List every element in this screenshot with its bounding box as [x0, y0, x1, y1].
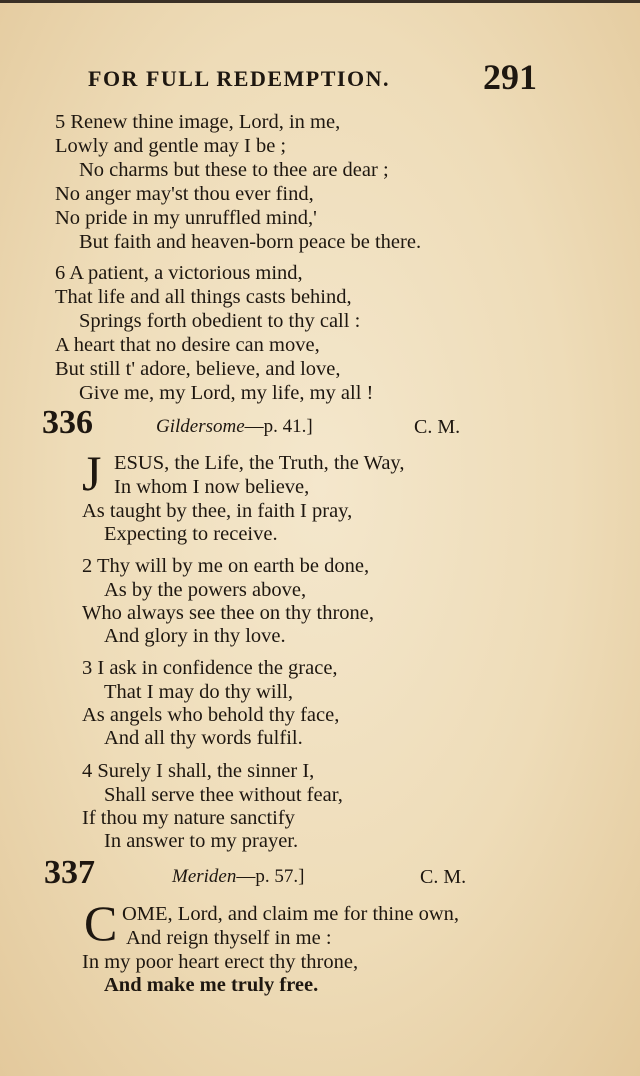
meter: C. M.: [420, 866, 467, 888]
verse-line: 6 A patient, a victorious mind,: [55, 262, 303, 284]
hymn-number: 336: [42, 404, 93, 441]
verse-line: Springs forth obedient to thy call :: [79, 310, 361, 332]
verse-line: In answer to my prayer.: [104, 830, 299, 852]
verse-line: Lowly and gentle may I be ;: [55, 135, 287, 157]
drop-cap: J: [82, 445, 102, 501]
tune-name: Meriden: [172, 866, 237, 887]
verse-line: 3 I ask in confidence the grace,: [82, 657, 338, 679]
verse-line: But still t' adore, believe, and love,: [55, 358, 341, 380]
verse-line: In whom I now believe,: [114, 476, 310, 498]
verse-line: 4 Surely I shall, the sinner I,: [82, 760, 315, 782]
verse-line: 5 Renew thine image, Lord, in me,: [55, 111, 341, 133]
tune-reference: [156, 416, 313, 438]
drop-cap: C: [84, 895, 118, 951]
verse-line: No pride in my unruffled mind,': [55, 207, 317, 229]
verse-line: That I may do thy will,: [104, 681, 294, 703]
verse-line: And reign thyself in me :: [126, 927, 332, 949]
tune-reference: [172, 866, 304, 888]
tune-name: Gildersome: [156, 416, 245, 437]
running-head: FOR FULL REDEMPTION.: [88, 66, 390, 91]
verse-line: Give me, my Lord, my life, my all !: [79, 382, 374, 404]
verse-line: Who always see thee on thy throne,: [82, 602, 375, 624]
verse-line: And glory in thy love.: [104, 625, 286, 647]
verse-line: If thou my nature sanctify: [82, 807, 295, 829]
hymn-number: 337: [44, 854, 95, 891]
verse-line: No charms but these to thee are dear ;: [79, 159, 389, 181]
page-number: 291: [483, 57, 537, 97]
meter: C. M.: [414, 416, 461, 438]
verse-line: As by the powers above,: [104, 579, 307, 601]
tune-page-ref: —p. 57.]: [236, 866, 305, 887]
verse-line: Shall serve thee without fear,: [104, 784, 343, 806]
verse-line: And make me truly free.: [104, 974, 319, 996]
verse-line: ESUS, the Life, the Truth, the Way,: [114, 452, 405, 474]
top-edge-rule: [0, 0, 640, 3]
page-header: [88, 57, 558, 98]
verse-line: And all thy words fulfil.: [104, 727, 303, 749]
verse-line: A heart that no desire can move,: [55, 334, 320, 356]
verse-line: But faith and heaven-born peace be there.: [79, 231, 422, 253]
verse-line: OME, Lord, and claim me for thine own,: [122, 903, 460, 925]
verse-line: Expecting to receive.: [104, 523, 278, 545]
verse-line: That life and all things casts behind,: [55, 286, 352, 308]
tune-page-ref: —p. 41.]: [244, 416, 313, 437]
verse-line: As angels who behold thy face,: [82, 704, 340, 726]
verse-line: In my poor heart erect thy throne,: [82, 951, 359, 973]
verse-line: As taught by thee, in faith I pray,: [82, 500, 353, 522]
verse-line: 2 Thy will by me on earth be done,: [82, 555, 370, 577]
verse-line: No anger may'st thou ever find,: [55, 183, 314, 205]
